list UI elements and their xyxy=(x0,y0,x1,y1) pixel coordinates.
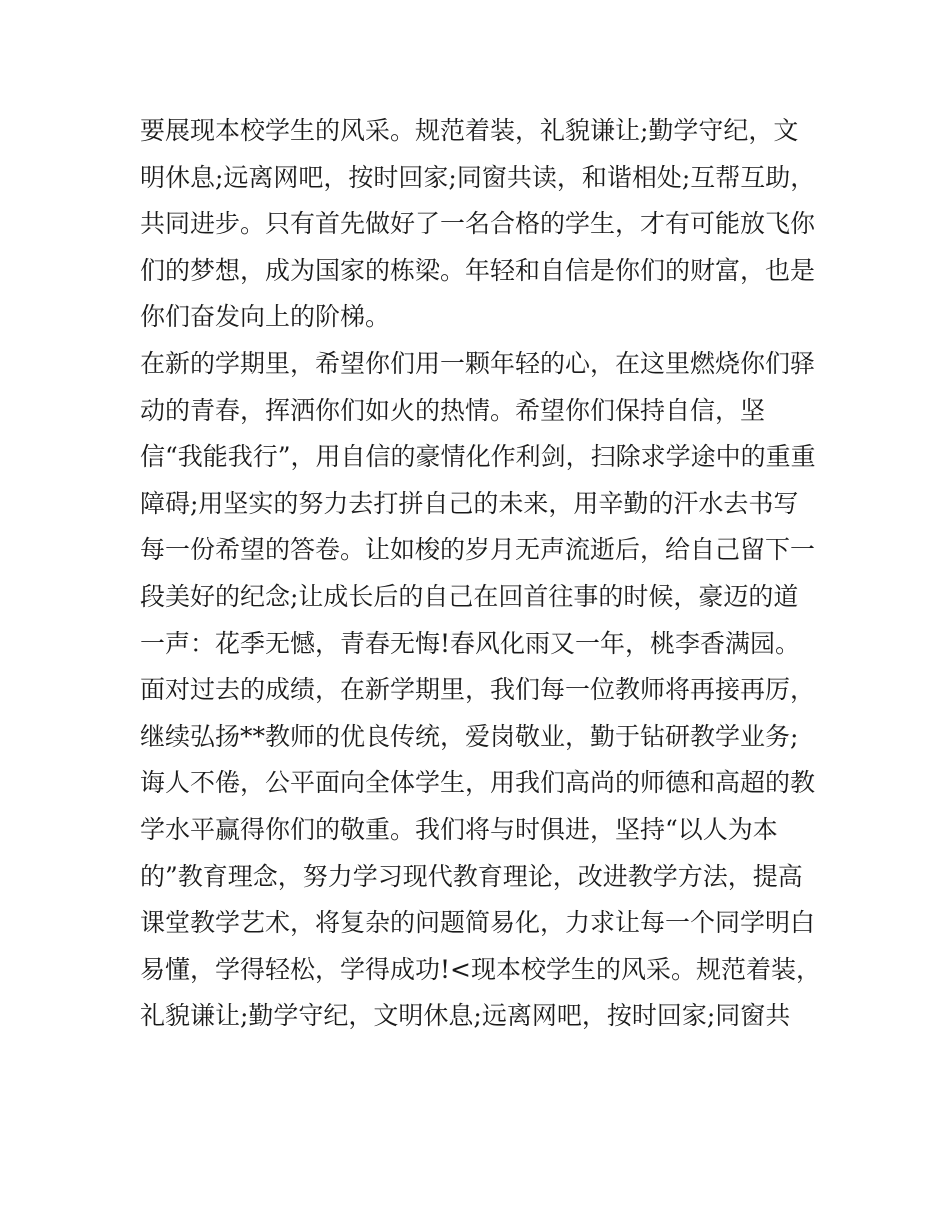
text-line: 要展现本校学生的风采。规范着装，礼貌谦让;勤学守纪，文 xyxy=(140,116,799,145)
text-line: 面对过去的成绩，在新学期里，我们每一位教师将再接再厉， xyxy=(140,675,816,705)
text-line: 障碍;用坚实的努力去打拼自己的未来，用辛勤的汗水去书写 xyxy=(140,488,799,518)
text-line: 一声：花季无憾，青春无悔!春风化雨又一年，桃李香满园。 xyxy=(140,628,801,658)
body-text xyxy=(140,108,820,1040)
text-line: 在新的学期里，希望你们用一颗年轻的心，在这里燃烧你们驿 xyxy=(140,348,816,378)
text-line: 共同进步。只有首先做好了一名合格的学生，才有可能放飞你 xyxy=(140,209,816,239)
text-line: 你们奋发向上的阶梯。 xyxy=(140,302,391,332)
text-line: 信“我能我行”，用自信的豪情化作利剑，扫除求学途中的重重 xyxy=(140,442,816,472)
text-line: 诲人不倦，公平面向全体学生，用我们高尚的师德和高超的教 xyxy=(140,768,816,798)
text-line: 动的青春，挥洒你们如火的热情。希望你们保持自信，坚 xyxy=(140,395,766,425)
text-line: 继续弘扬**教师的优良传统，爱岗敬业，勤于钻研教学业务; xyxy=(140,721,799,751)
text-line: 礼貌谦让;勤学守纪，文明休息;远离网吧，按时回家;同窗共 xyxy=(140,1001,791,1031)
text-line: 每一份希望的答卷。让如梭的岁月无声流逝后，给自己留下一 xyxy=(140,535,816,565)
text-line: 学水平赢得你们的敬重。我们将与时俱进，坚持“以人为本 xyxy=(140,814,778,844)
text-line: 易懂，学得轻松，学得成功!<现本校学生的风采。规范着装， xyxy=(140,954,821,984)
text-line: 课堂教学艺术，将复杂的问题简易化，力求让每一个同学明白 xyxy=(140,908,816,938)
text-line: 明休息;远离网吧，按时回家;同窗共读，和谐相处;互帮互助， xyxy=(140,162,816,192)
text-line: 的”教育理念，努力学习现代教育理论，改进教学方法，提高 xyxy=(140,861,803,891)
text-line: 段美好的纪念;让成长后的自己在回首往事的时候，豪迈的道 xyxy=(140,581,799,611)
text-line: 们的梦想，成为国家的栋梁。年轻和自信是你们的财富，也是 xyxy=(140,255,816,285)
